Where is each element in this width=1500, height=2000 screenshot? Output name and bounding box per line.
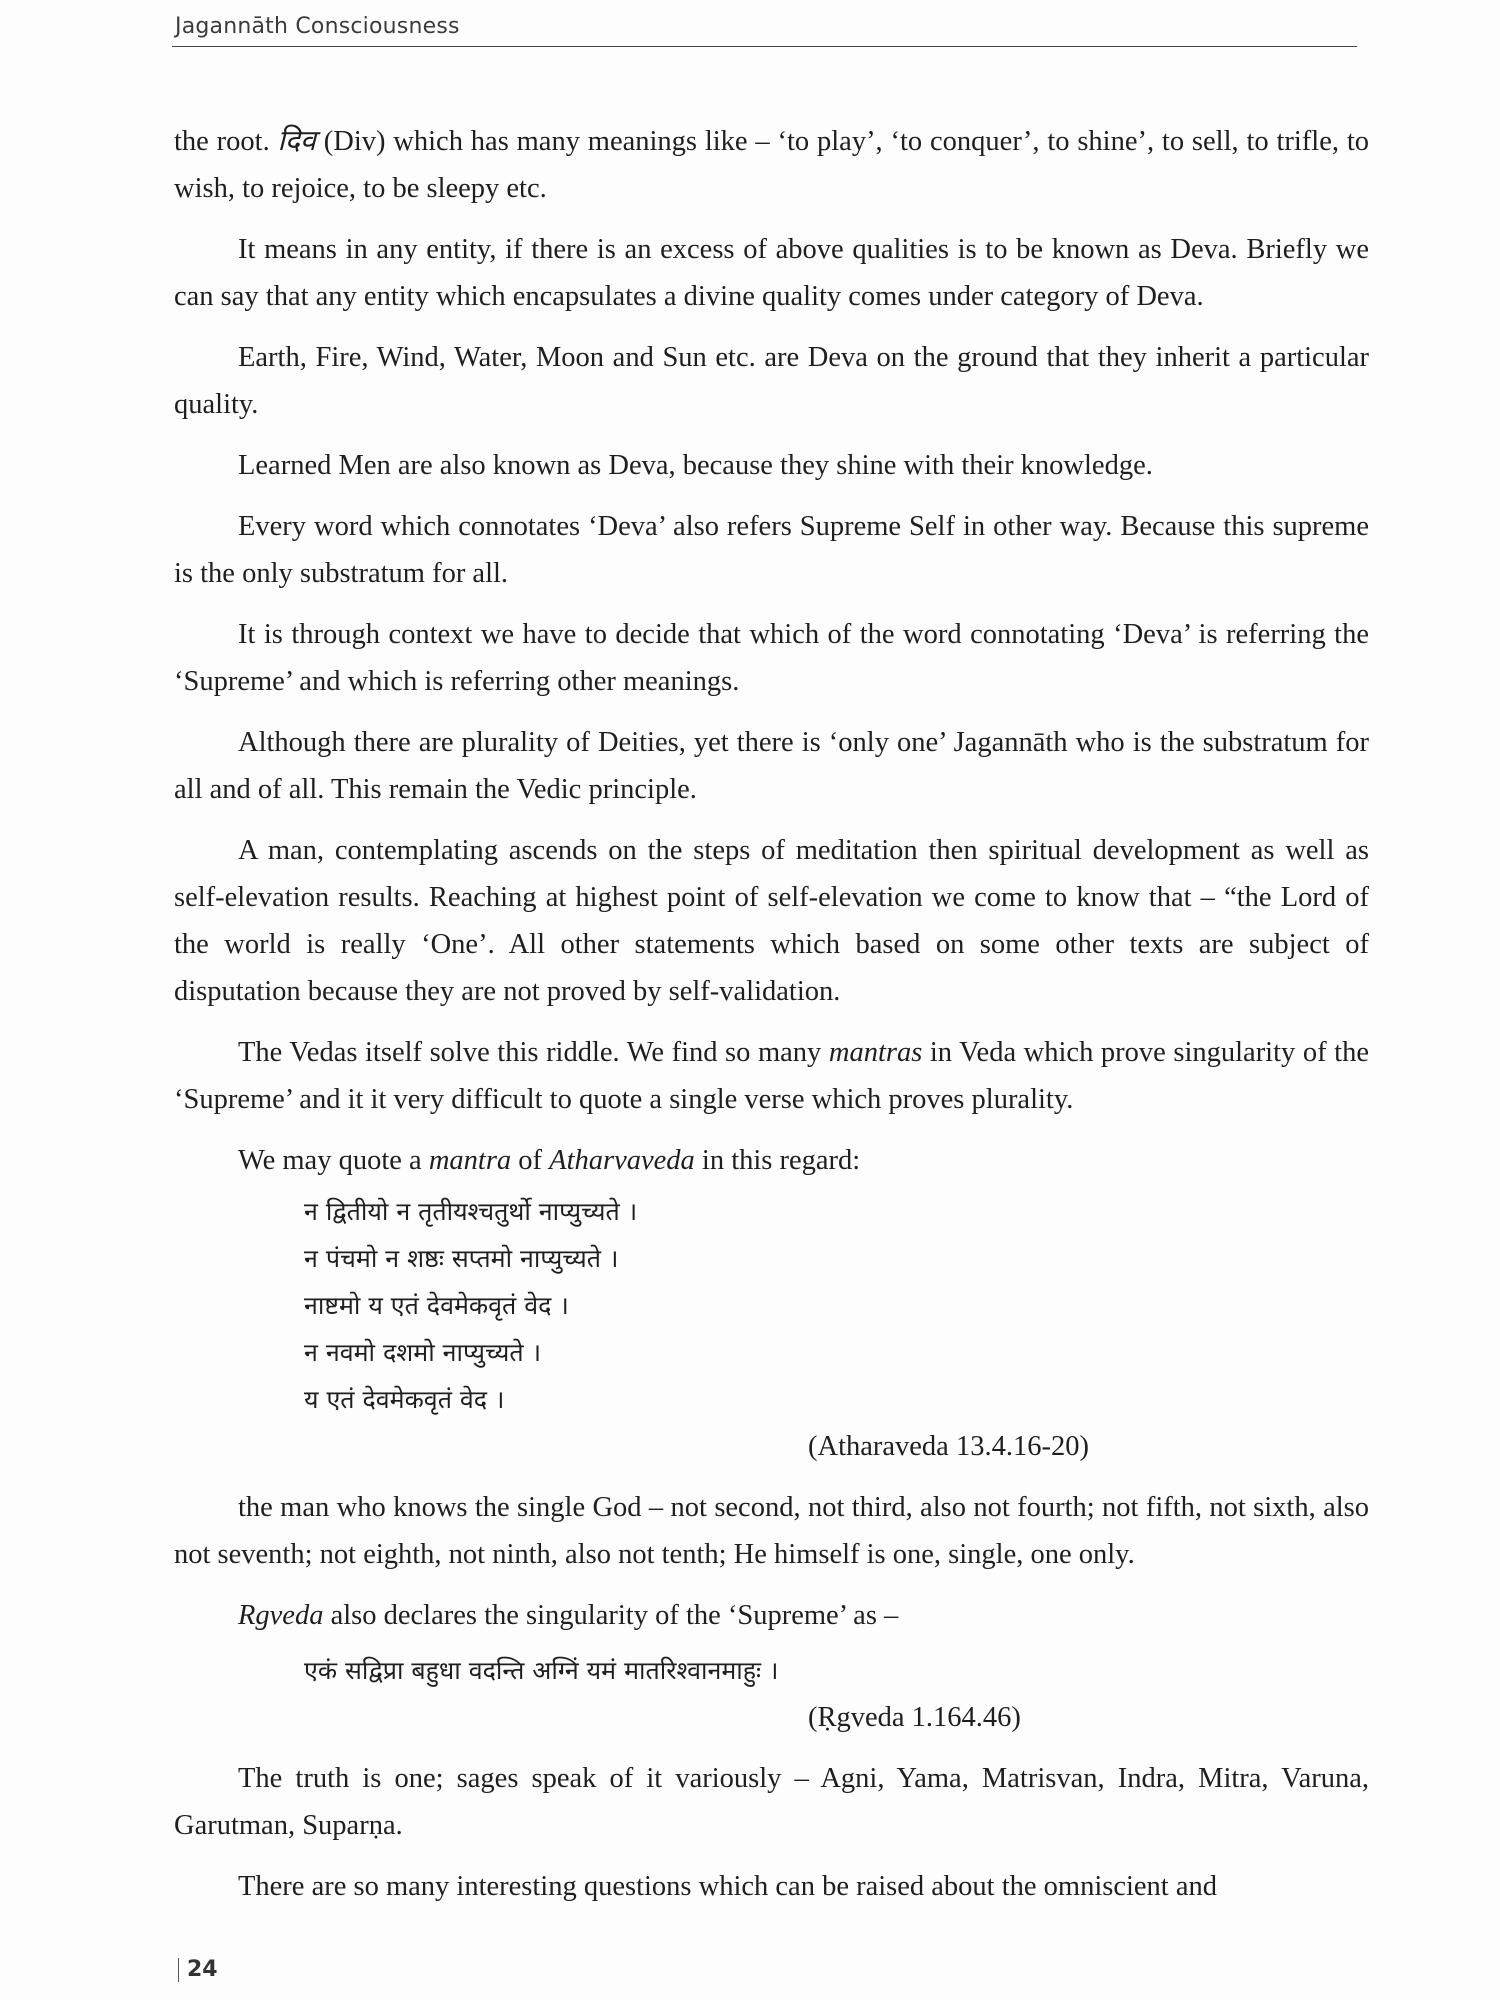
paragraph-10-part-3: in this regard: bbox=[694, 1145, 861, 1176]
paragraph-4: Learned Men are also known as Deva, because they shine with their knowledge. bbox=[238, 450, 1153, 481]
page-number: 24 bbox=[178, 1958, 218, 1982]
rgveda-intro bbox=[174, 1592, 1369, 1639]
paragraph-9 bbox=[174, 1029, 1369, 1123]
header-rule bbox=[172, 46, 1357, 47]
paragraph-after-verse-1: the man who knows the single God – not second, not third, also not fourth; not fifth, not sixth, also not seventh; not eighth, not ninth, also not tenth; He himself is one, single, one only. bbox=[174, 1492, 1369, 1570]
paragraph-10-emphasis-2: Atharvaveda bbox=[549, 1145, 695, 1176]
paragraph-8: A man, contemplating ascends on the steps of meditation then spiritual development as well as self-elevation results. Reaching at highest point of self-elevation we come to know that – “the Lord of the world is really ‘One’. All other statements which based on some other texts are subject of disputation because they are not proved by self-validation. bbox=[174, 835, 1369, 1007]
paragraph-10 bbox=[174, 1137, 1369, 1184]
verse-line: न नवमो दशमो नाप्युच्यते । bbox=[304, 1338, 542, 1367]
devanagari-div-word: दिव bbox=[277, 126, 316, 157]
paragraph-1-text: (Div) which has many meanings like – ‘to play’, ‘to conquer’, to shine’, to sell, to trifle, to wish, to rejoice, to be sleepy etc. bbox=[174, 126, 1369, 204]
rgveda-intro-text: also declares the singularity of the ‘Supreme’ as – bbox=[323, 1600, 899, 1631]
paragraph-1-prefix: the root. bbox=[174, 126, 278, 157]
paragraph-2: It means in any entity, if there is an excess of above qualities is to be known as Deva. Briefly we can say that any entity which encapsulates a divine quality comes under category of Deva. bbox=[174, 234, 1369, 312]
paragraph-10-emphasis-1: mantra bbox=[428, 1145, 512, 1176]
rgveda-emphasis: Rgveda bbox=[238, 1600, 324, 1631]
atharvaveda-verse bbox=[304, 1188, 1369, 1423]
paragraph-6: It is through context we have to decide that which of the word connotating ‘Deva’ is referring the ‘Supreme’ and which is referring other meanings. bbox=[174, 619, 1369, 697]
paragraph-10-part-2: of bbox=[511, 1145, 550, 1176]
paragraph-3: Earth, Fire, Wind, Water, Moon and Sun etc. are Deva on the ground that they inherit a particular quality. bbox=[174, 342, 1369, 420]
verse-line: एकं सद्विप्रा बहुधा वदन्ति अग्निं यमं मातरिश्वानमाहुः । bbox=[304, 1656, 779, 1685]
paragraph-7: Although there are plurality of Deities, yet there is ‘only one’ Jagannāth who is the substratum for all and of all. This remain the Vedic principle. bbox=[174, 727, 1369, 805]
page-body bbox=[174, 118, 1369, 1924]
paragraph-9-part-1: The Vedas itself solve this riddle. We find so many bbox=[238, 1037, 829, 1068]
paragraph-10-part-1: We may quote a bbox=[238, 1145, 429, 1176]
paragraph-truth: The truth is one; sages speak of it variously – Agni, Yama, Matrisvan, Indra, Mitra, Varuna, Garutman, Suparṇa. bbox=[174, 1763, 1369, 1841]
paragraph-1 bbox=[174, 118, 1369, 212]
verse-line: न द्वितीयो न तृतीयश्चतुर्थो नाप्युच्यते । bbox=[304, 1197, 638, 1226]
rgveda-verse bbox=[304, 1647, 1369, 1694]
verse-line: न पंचमो न शष्ठः सप्तमो नाप्युच्यते । bbox=[304, 1244, 619, 1273]
rgveda-citation: (Ṛgveda 1.164.46) bbox=[808, 1702, 1021, 1733]
paragraph-last: There are so many interesting questions which can be raised about the omniscient and bbox=[238, 1871, 1217, 1902]
atharvaveda-citation: (Atharaveda 13.4.16-20) bbox=[808, 1431, 1089, 1462]
running-header-title: Jagannāth Consciousness bbox=[175, 14, 460, 39]
verse-line: नाष्टमो य एतं देवमेकवृतं वेद । bbox=[304, 1291, 569, 1320]
paragraph-9-part-2: in Veda which prove singularity of the ‘Supreme’ and it it very difficult to quote a single verse which proves plurality. bbox=[174, 1037, 1369, 1115]
verse-line: य एतं देवमेकवृतं वेद । bbox=[304, 1385, 505, 1414]
paragraph-5: Every word which connotates ‘Deva’ also refers Supreme Self in other way. Because this supreme is the only substratum for all. bbox=[174, 511, 1369, 589]
paragraph-9-emphasis: mantras bbox=[828, 1037, 923, 1068]
